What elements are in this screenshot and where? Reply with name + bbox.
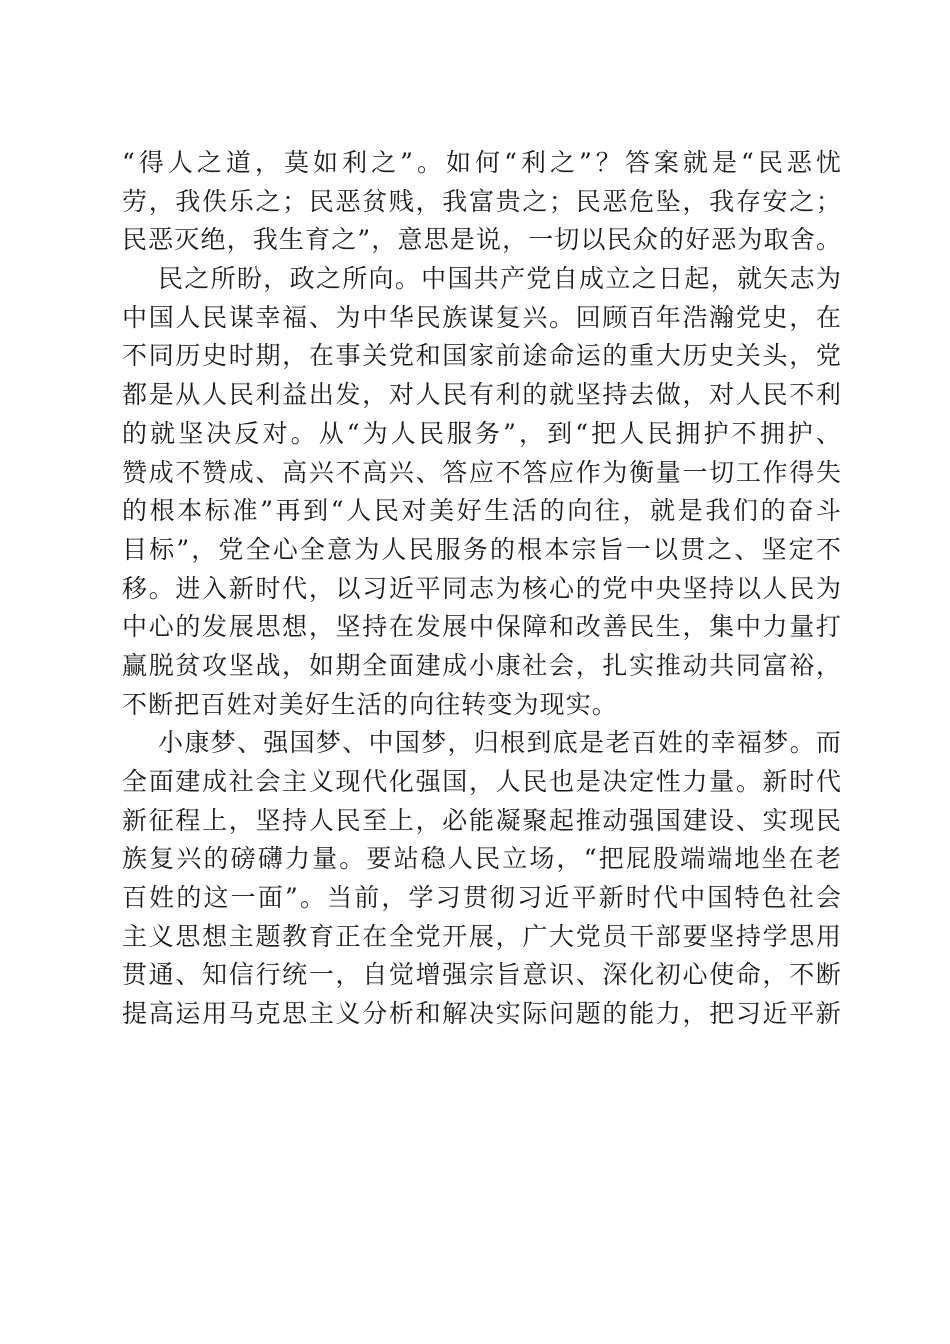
text-line: 移。进入新时代，以习近平同志为核心的党中央坚持以人民为 (122, 573, 842, 603)
text-line: 赢脱贫攻坚战，如期全面建成小康社会，扎实推动共同富裕， (122, 650, 842, 680)
text-line: 都是从人民利益出发，对人民有利的就坚持去做，对人民不利 (122, 380, 842, 410)
paragraph-start-line: 民之所盼，政之所向。中国共产党自成立之日起，就矢志为 (158, 264, 842, 294)
text-line: 贯通、知信行统一，自觉增强宗旨意识、深化初心使命，不断 (122, 960, 842, 990)
text-line: 提高运用马克思主义分析和解决实际问题的能力，把习近平新 (122, 999, 842, 1029)
text-line: 中国人民谋幸福、为中华民族谋复兴。回顾百年浩瀚党史，在 (122, 302, 842, 332)
text-line: “得人之道，莫如利之”。如何“利之”？答案就是“民恶忧 (122, 148, 842, 177)
document-body (122, 144, 842, 1034)
text-line: 民恶灭绝，我生育之”，意思是说，一切以民众的好恶为取舍。 (122, 225, 842, 255)
paragraph-end-line: 不断把百姓对美好生活的向往转变为现实。 (122, 689, 618, 719)
text-line: 主义思想主题教育正在全党开展，广大党员干部要坚持学思用 (122, 921, 842, 951)
text-line: 族复兴的磅礴力量。要站稳人民立场，“把屁股端端地坐在老 (122, 844, 842, 874)
text-line: 全面建成社会主义现代化强国，人民也是决定性力量。新时代 (122, 767, 842, 796)
text-line: 新征程上，坚持人民至上，必能凝聚起推动强国建设、实现民 (122, 805, 842, 835)
paragraph-start-line: 小康梦、强国梦、中国梦，归根到底是老百姓的幸福梦。而 (158, 728, 842, 758)
text-line: 目标”，党全心全意为人民服务的根本宗旨一以贯之、坚定不 (122, 534, 842, 564)
text-line: 赞成不赞成、高兴不高兴、答应不答应作为衡量一切工作得失 (122, 457, 842, 487)
text-line: 中心的发展思想，坚持在发展中保障和改善民生，集中力量打 (122, 612, 842, 642)
text-line: 不同历史时期，在事关党和国家前途命运的重大历史关头，党 (122, 341, 842, 371)
text-line: 百姓的这一面”。当前，学习贯彻习近平新时代中国特色社会 (122, 883, 842, 913)
text-line: 劳，我佚乐之；民恶贫贱，我富贵之；民恶危坠，我存安之； (122, 186, 842, 216)
text-line: 的根本标准”再到“人民对美好生活的向往，就是我们的奋斗 (122, 496, 842, 526)
text-line: 的就坚决反对。从“为人民服务”，到“把人民拥护不拥护、 (122, 418, 842, 448)
